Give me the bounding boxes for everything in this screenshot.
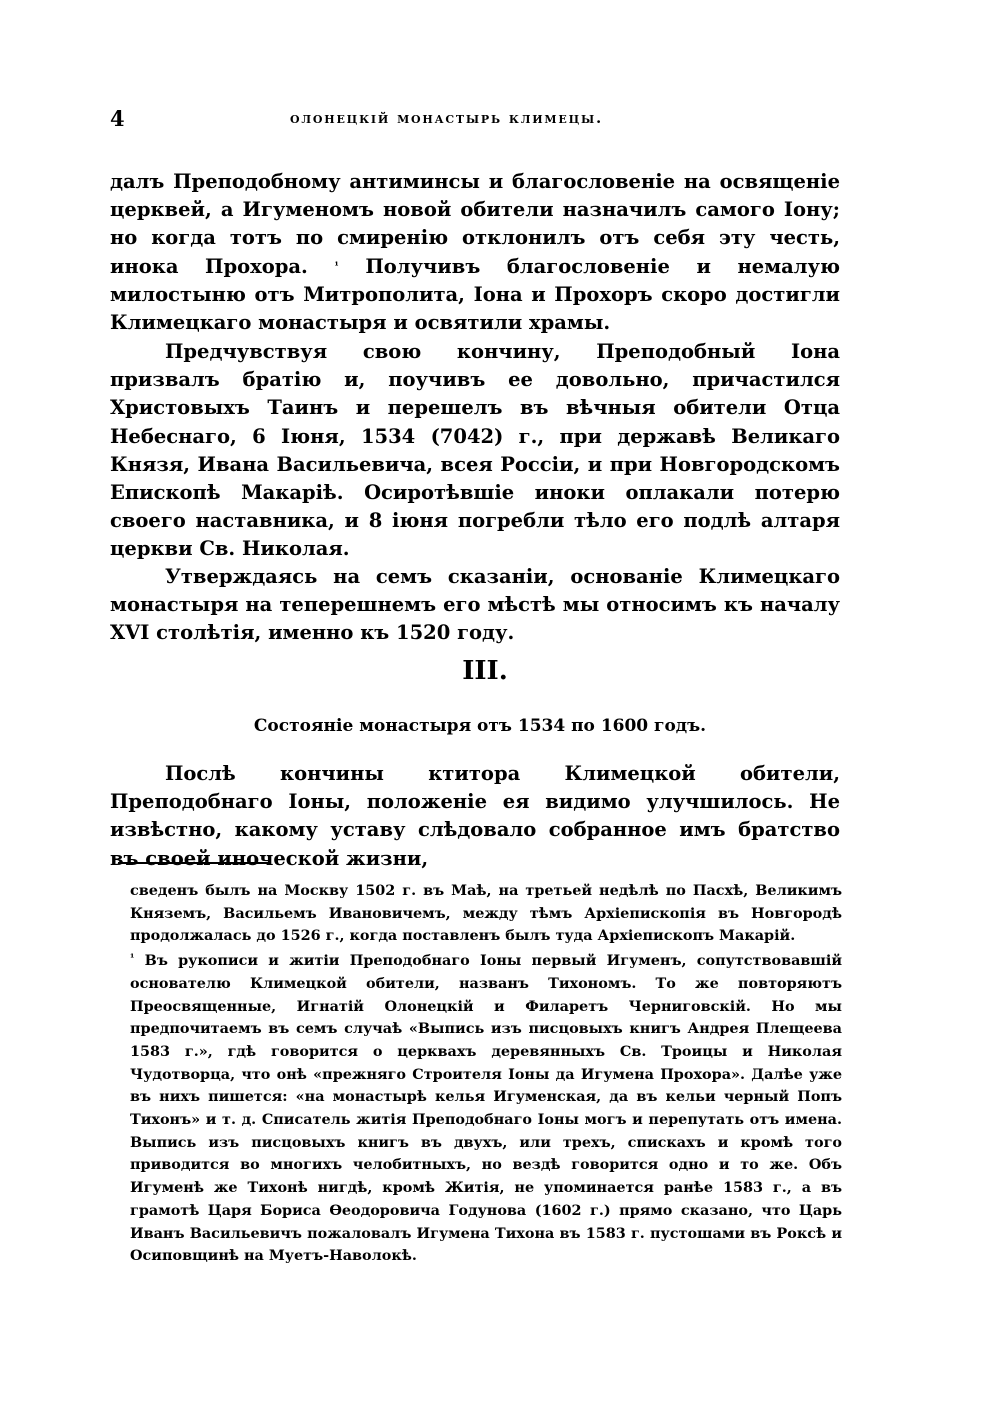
paragraph-1 [110,168,840,337]
footnote-divider [118,862,268,864]
running-title: олонецкій монастырь климецы. [290,109,604,127]
footnote-1-text: Въ рукописи и житіи Преподобнаго Іоны первый Игуменъ, сопутствовавшій основателю Климецкой обители, названъ Тихономъ. То же повторяютъ Преосвященные, Игнатій Олонецкій и Филаретъ Черниговскій. Но мы предпочитаемъ въ семъ случаѣ «Выпись изъ писцовыхъ книгъ Андрея Плещеева 1583 г.», гдѣ говорится о церквахъ деревянныхъ Св. Троицы и Николая Чудотворца, что онѣ «прежняго Строителя Іоны да Игумена Прохора». Далѣе уже въ нихъ пишется: «на монастырѣ келья Игуменская, да въ кельи черный Попъ Тихонъ» и т. д. Списатель житія Преподобнаго Іоны могъ и перепутать отъ имена. Выпись изъ писцовыхъ книгъ въ двухъ, или трехъ, спискахъ и кромѣ того приводится во многихъ челобитныхъ, но вездѣ говорится одно и то же. Объ Игуменѣ же Тихонѣ нигдѣ, кромѣ Житія, не упоминается ранѣе 1583 г., а въ грамотѣ Царя Бориса Ѳеодоровича Годунова (1602 г.) прямо сказано, что Царь Иванъ Васильевичъ пожаловалъ Игумена Тихона въ 1583 г. пустошами въ Роксѣ и Осиповщинѣ на Муетъ-Наволокѣ. [130,952,842,1265]
paragraph-1-continuation: Получивъ благословеніе и немалую милостыню отъ Митрополита, Іона и Прохоръ скоро достигли Климецкаго монастыря и освятили храмы. [110,254,840,335]
footnotes [130,880,842,1268]
paragraph-2-text: Предчувствуя свою кончину, Преподобный Іона призвалъ братію и, поучивъ ее довольно, причастился Христовыхъ Таинъ и перешелъ въ вѣчныя обители Отца Небеснаго, 6 Іюня, 1534 (7042) г., при державѣ Великаго Князя, Ивана Васильевича, всея Россіи, и при Новгородскомъ Епископѣ Макаріѣ. Осиротѣвшіе иноки оплакали потерю своего наставника, и 8 іюня погребли тѣло его подлѣ алтаря церкви Св. Николая. [110,340,840,561]
paragraph-3-text: Утверждаясь на семъ сказаніи, основаніе Климецкаго монастыря на теперешнемъ его мѣстѣ мы относимъ къ началу XVI столѣтія, именно къ 1520 году. [110,565,840,645]
paragraph-4 [110,760,840,873]
page-number: 4 [110,106,125,131]
paragraph-4-text: Послѣ кончины ктитора Климецкой обители, Преподобнаго Іоны, положеніе ея видимо улучшилось. Не извѣстно, какому уставу слѣдовало собранное имъ братство въ своей иноческой жизни, [110,762,840,870]
paragraph-1-text: далъ Преподобному антиминсы и благословеніе на освященіе церквей, а Игуменомъ новой обители назначилъ самого Іону; но когда тотъ по смиренію отклонилъ отъ себя эту честь, инока Прохора. [110,170,840,278]
section-number: III. [462,656,508,686]
paragraph-3 [110,563,840,648]
footnote-1-mark: ¹ [130,953,135,965]
footnote-continued: сведенъ былъ на Москву 1502 г. въ Маѣ, на третьей недѣлѣ по Пасхѣ, Великимъ Княземъ, Васильемъ Ивановичемъ, между тѣмъ Архіепископія въ Новгородѣ продолжалась до 1526 г., когда поставленъ былъ туда Архіепископъ Макарій. [130,882,842,945]
footnote-1 [130,948,842,1268]
footnote-reference: ¹ [334,260,339,272]
section-heading: Состояніе монастыря отъ 1534 по 1600 годъ. [253,716,707,736]
running-head [110,106,840,136]
paragraph-2 [110,338,840,564]
